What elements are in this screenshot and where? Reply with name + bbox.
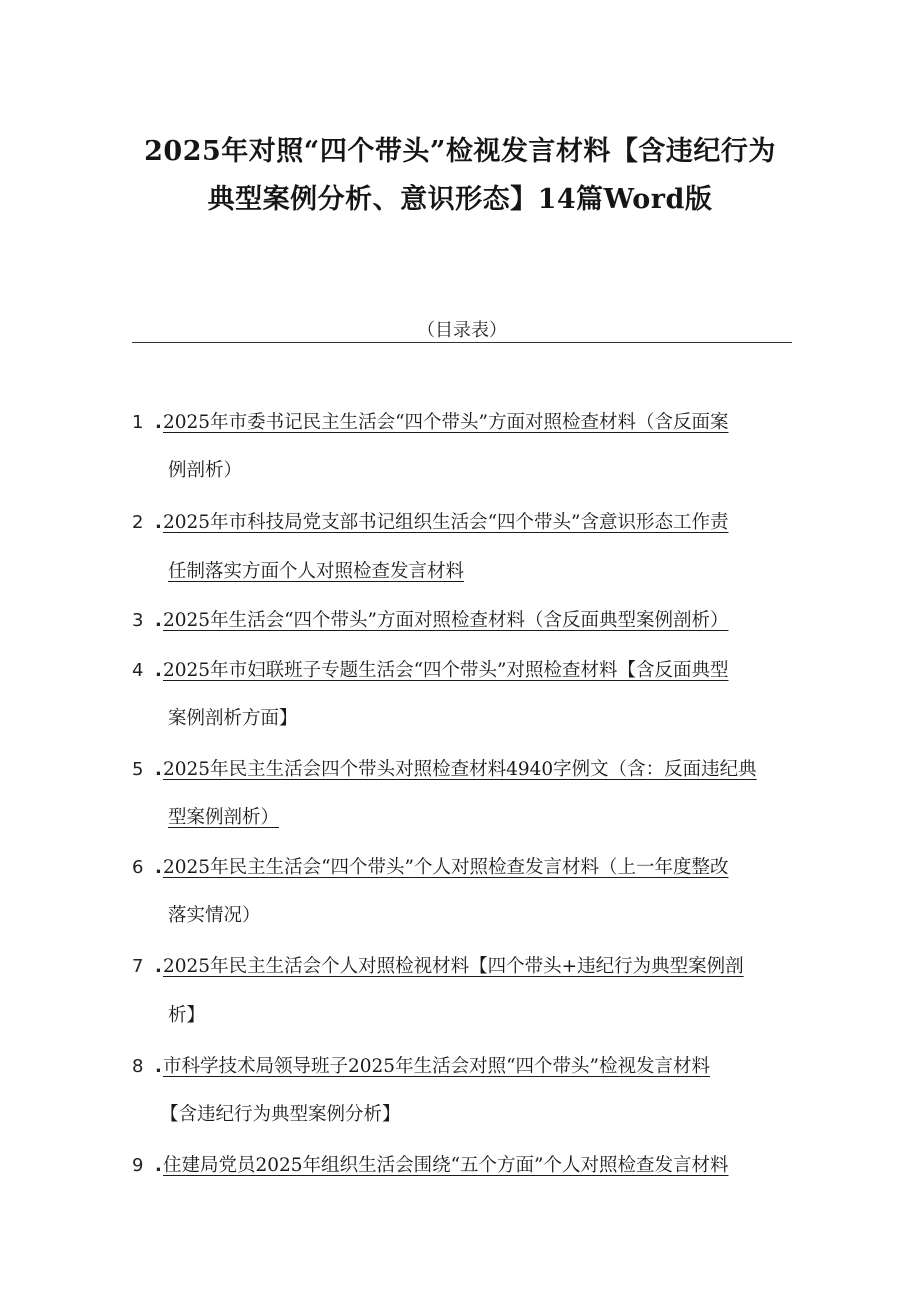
document-title <box>60 128 860 224</box>
toc-item-dot: . <box>155 1056 162 1077</box>
toc-item-link[interactable]: 2025年市妇联班子专题生活会“四个带头”对照检查材料【含反面典型 <box>163 660 729 681</box>
toc-item-link[interactable]: 2025年市科技局党支部书记组织生活会“四个带头”含意识形态工作责 <box>163 512 729 533</box>
toc-item-link-continued[interactable]: 落实情况） <box>168 905 261 926</box>
toc-item-link-continued[interactable]: 析】 <box>168 1005 206 1026</box>
toc-item-dot: . <box>155 956 162 977</box>
toc-item-link-continued[interactable]: 型案例剖析） <box>168 807 280 828</box>
title-line-1: 2025年对照“四个带头”检视发言材料【含违纪行为 <box>144 136 776 168</box>
toc-item-dot: . <box>155 610 162 631</box>
toc-item-dot: . <box>155 412 162 433</box>
toc-item-link-continued[interactable]: 例剖析） <box>168 460 243 481</box>
toc-item-link[interactable]: 2025年生活会“四个带头”方面对照检查材料（含反面典型案例剖析） <box>163 610 729 631</box>
toc-item-link-continued[interactable]: 案例剖析方面】 <box>168 708 298 729</box>
toc-item-number: 4 <box>132 660 144 681</box>
toc-item-dot: . <box>155 857 162 878</box>
toc-item-number: 2 <box>132 512 144 533</box>
toc-item-dot: . <box>155 759 162 780</box>
toc-divider <box>132 342 792 343</box>
toc-item-dot: . <box>155 1155 162 1176</box>
title-line-2: 典型案例分析、意识形态】14篇Word版 <box>207 184 713 216</box>
toc-item-number: 9 <box>132 1155 144 1176</box>
toc-item-link-continued[interactable]: 任制落实方面个人对照检查发言材料 <box>168 561 465 582</box>
toc-item-dot: . <box>155 512 162 533</box>
toc-item-link-continued[interactable]: 【含违纪行为典型案例分析】 <box>160 1104 401 1125</box>
toc-item-number: 7 <box>132 956 144 977</box>
toc-item-link[interactable]: 2025年市委书记民主生活会“四个带头”方面对照检查材料（含反面案 <box>163 412 729 433</box>
toc-item-number: 3 <box>132 610 144 631</box>
toc-item-dot: . <box>155 660 162 681</box>
toc-item-number: 5 <box>132 759 144 780</box>
toc-item-number: 8 <box>132 1056 144 1077</box>
toc-item-number: 6 <box>132 857 144 878</box>
toc-item-link[interactable]: 住建局党员2025年组织生活会围绕“五个方面”个人对照检查发言材料 <box>163 1155 729 1176</box>
toc-caption: （目录表） <box>417 320 507 341</box>
toc-item-link[interactable]: 2025年民主生活会四个带头对照检查材料4940字例文（含：反面违纪典 <box>163 759 757 780</box>
toc-item-link[interactable]: 2025年民主生活会个人对照检视材料【四个带头+违纪行为典型案例剖 <box>163 956 744 977</box>
toc-item-number: 1 <box>132 412 144 433</box>
toc-item-link[interactable]: 2025年民主生活会“四个带头”个人对照检查发言材料（上一年度整改 <box>163 857 729 878</box>
toc-item-link[interactable]: 市科学技术局领导班子2025年生活会对照“四个带头”检视发言材料 <box>163 1056 710 1077</box>
